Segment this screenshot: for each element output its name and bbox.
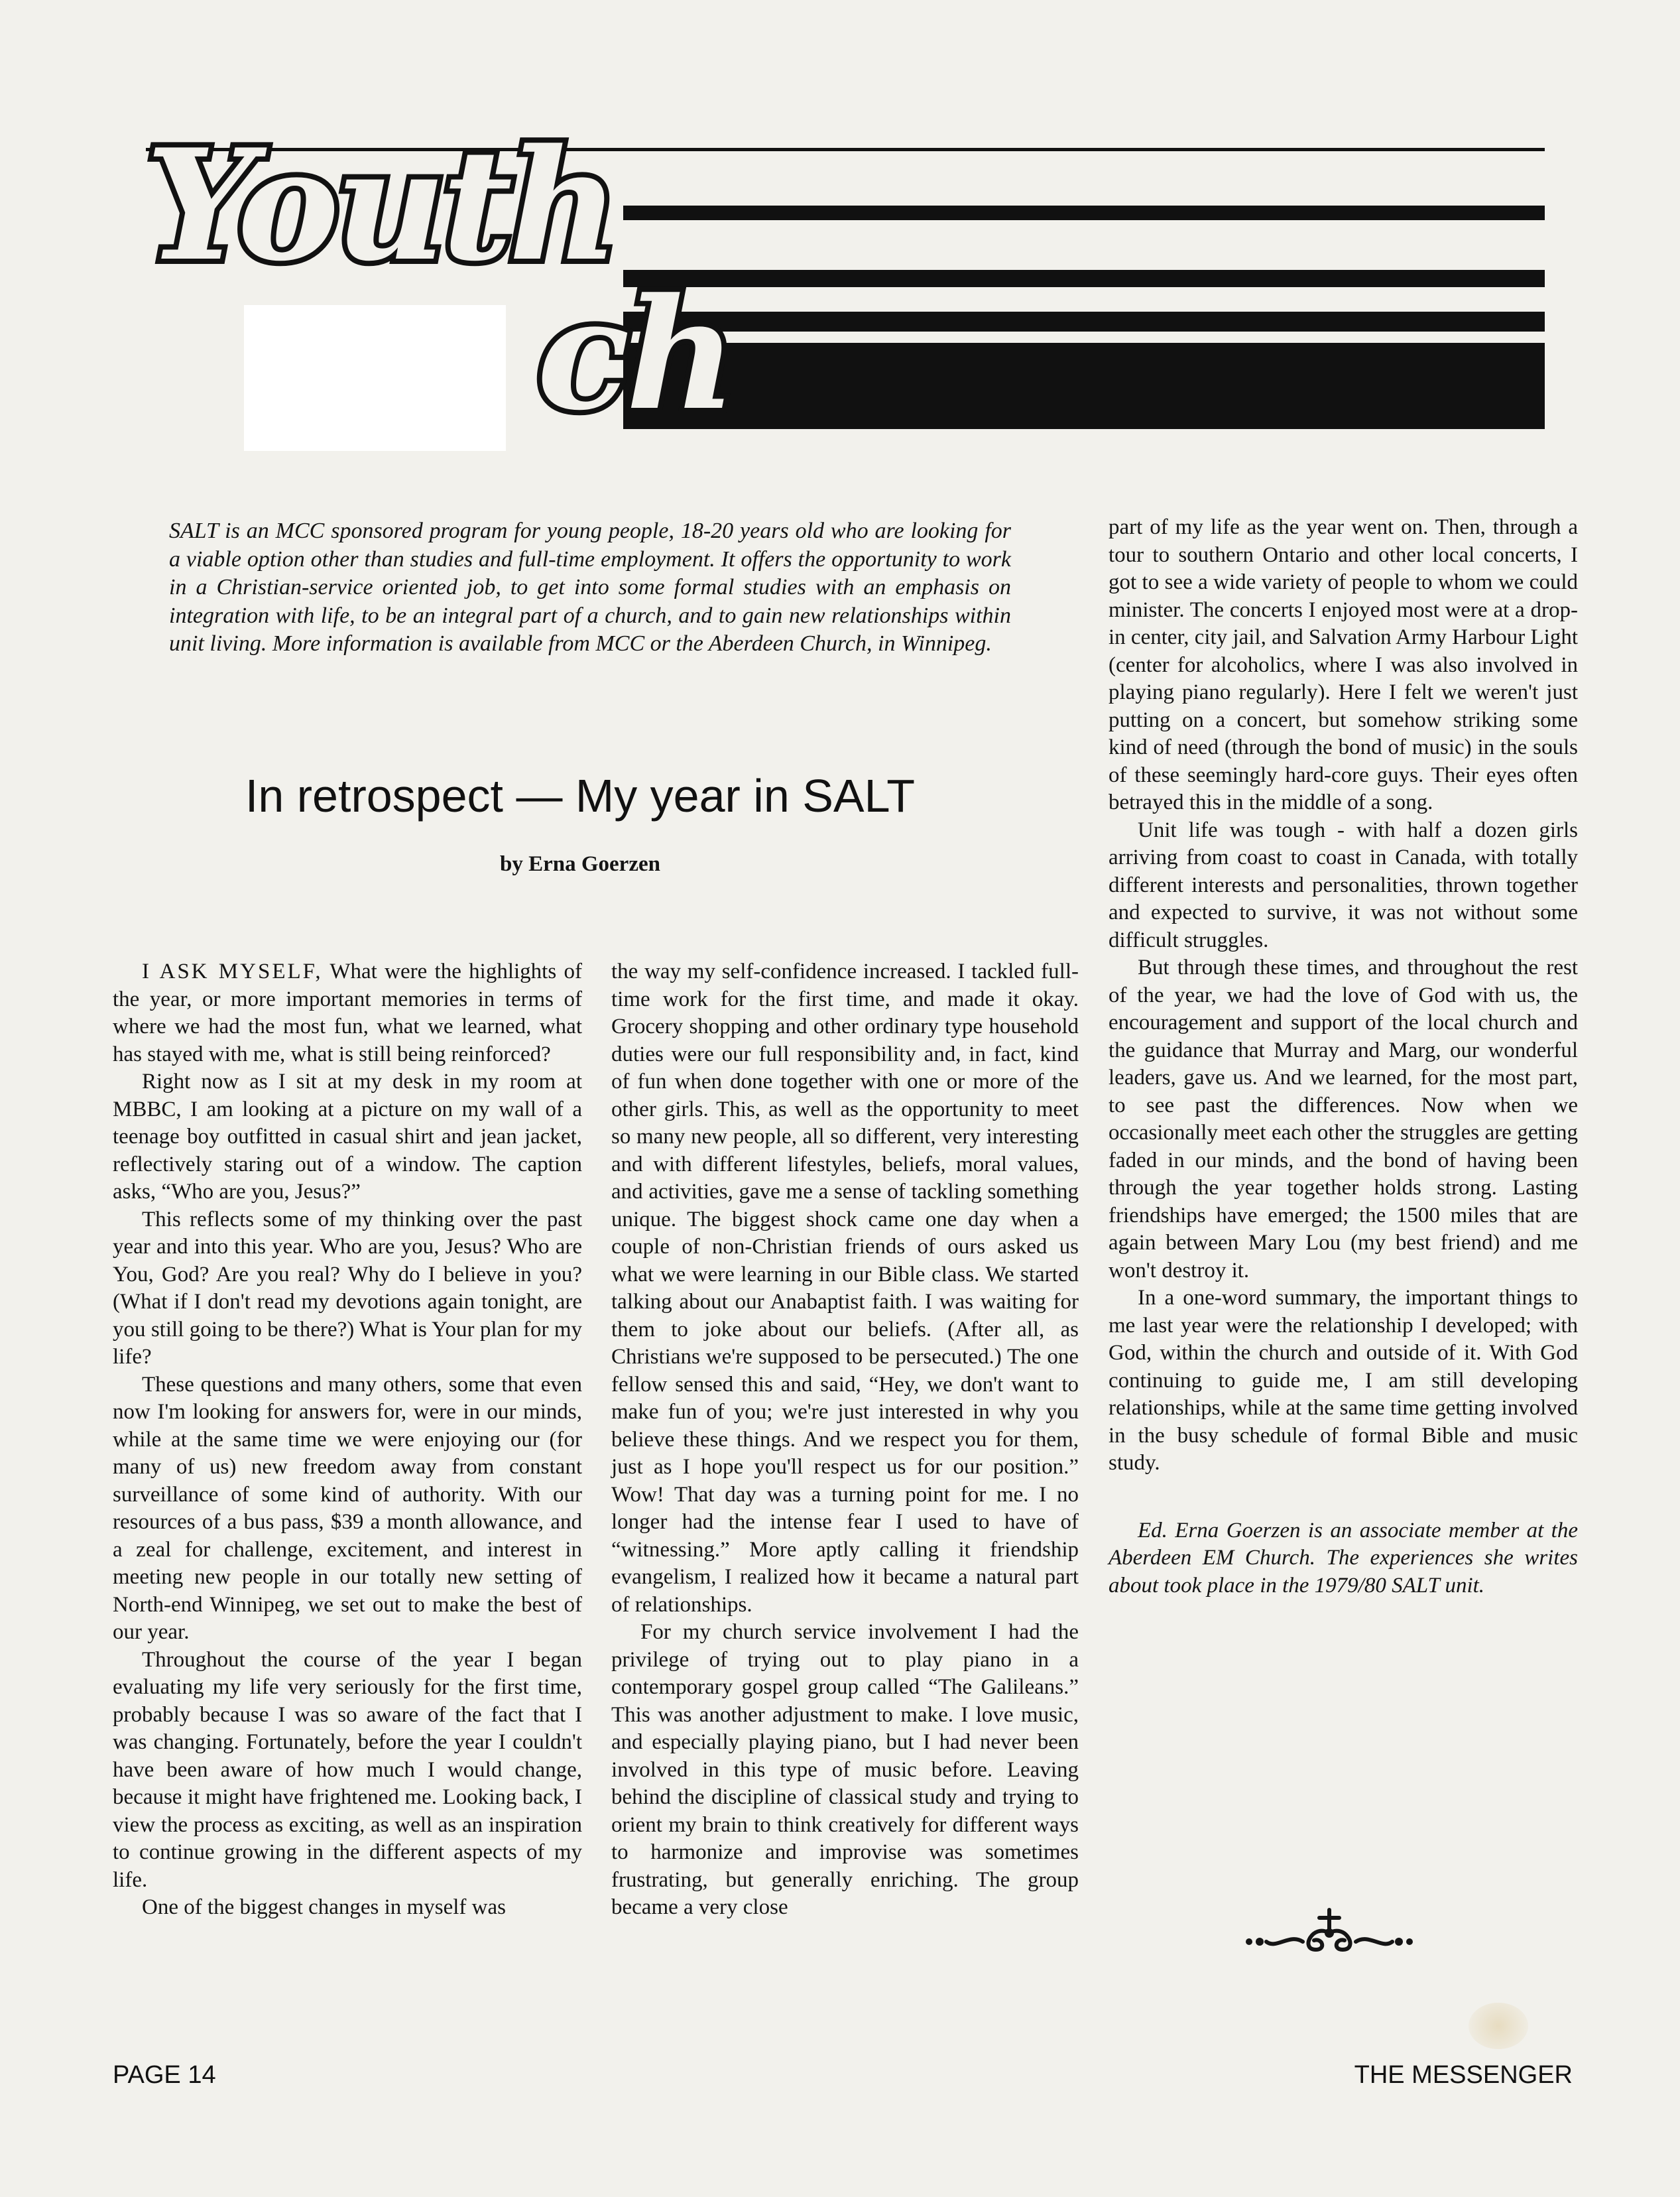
fleuron-ornament-icon	[1240, 1903, 1419, 1963]
paragraph: Unit life was tough - with half a dozen girls arriving from coast to coast in Canada, with totally different interests and personalities, thrown together and expected to survive, it was not without some difficult struggles.	[1109, 818, 1578, 952]
masthead	[146, 116, 1551, 454]
paragraph: One of the biggest changes in myself was	[142, 1895, 506, 1919]
logo-youth: Youth	[146, 116, 616, 295]
paragraph: the way my self-confidence increased. I tackled full-time work for the first time, and made it okay. Grocery shopping and other ordinary type household duties were our full responsibility and, in fact, kind of fun when done together with one or more of the other girls. This, as well as the opportunity to meet so many new people, all so different, very interesting and with different lifestyles, beliefs, moral values, and activities, gave me a sense of tackling something unique. The biggest shock came one day when a couple of non-Christian friends of ours asked us what we were learning in our Bible class. We started talking about our Anabaptist faith. I was waiting for them to joke about our beliefs. (After all, as Christians we're supposed to be persecuted.) The one fellow sensed this and said, “Hey, we don't want to make fun of you; we're just interested in why you believe these things. And we respect you for them, just as I hope you'll respect us for our position.” Wow! That day was a turning point for me. I no longer had the intense fear I used to have of “witnessing.” More aptly calling it friendship evangelism, I realized how it became a natural part of relationships.	[611, 960, 1079, 1617]
paragraph: Right now as I sit at my desk in my room at MBBC, I am looking at a picture on my wall of a teenage boy outfitted in casual shirt and jean jacket, reflectively staring out of a window. The caption asks, “Who are you, Jesus?”	[113, 1070, 582, 1204]
redaction-box	[244, 305, 506, 451]
logo-church: ch	[537, 265, 733, 444]
publication-name: THE MESSENGER	[1354, 2061, 1573, 2089]
program-description: SALT is an MCC sponsored program for young people, 18-20 years old who are looking for a viable option other than studies and full-time employment. It offers the opportunity to work in a Christian-service oriented job, to get into some formal studies with an emphasis on integration with life, to be an integral part of a church, and to gain new relationships within unit living. More information is available from MCC or the Aberdeen Church, in Winnipeg.	[169, 519, 1011, 656]
paragraph: These questions and many others, some that even now I'm looking for answers for, were in our minds, while at the same time we were enjoying our (for many of us) new freedom away from constant surveillance of some kind of authority. With our resources of a bus pass, $39 a month allowance, and a zeal for challenge, excitement, and interest in meeting new people in our totally new setting of North-end Winnipeg, we set out to make the best of our year.	[113, 1372, 582, 1644]
stripe-2	[623, 270, 1545, 287]
column-3	[1109, 514, 1578, 1600]
stripe-1	[623, 206, 1545, 220]
paragraph	[113, 958, 582, 1068]
paragraph: This reflects some of my thinking over the past year and into this year. Who are you, Jesus? Who are You, God? Are you real? Why do I believe in you? (What if I don't read my devotions again tonight, are you still going to be there?) What is Your plan for my life?	[113, 1207, 582, 1369]
stripe-3	[623, 312, 1545, 332]
column-1	[113, 958, 582, 1922]
stripe-4	[623, 343, 1545, 429]
paragraph: For my church service involvement I had the privilege of trying out to play piano in a contemporary gospel group called “The Galileans.” This was another adjustment to make. I love music, and especially playing piano, but I had never been involved in this type of music before. Leaving behind the discipline of classical study and trying to orient my brain to think creatively for different ways to harmonize and improvise was sometimes frustrating, but generally enriching. The group became a very close	[611, 1620, 1079, 1919]
article-title: In retrospect — My year in SALT	[245, 770, 916, 822]
article-byline: by Erna Goerzen	[500, 852, 660, 876]
opening-words: I ASK MYSELF,	[142, 960, 323, 983]
paragraph: Throughout the course of the year I began evaluating my life very seriously for the first time, probably because I was so aware of the fact that I was changing. Fortunately, before the year I couldn't have been aware of how much I would change, because it might have frightened me. Looking back, I view the process as exciting, as well as an inspiration to continue growing in the different aspects of my life.	[113, 1647, 582, 1892]
paper-stain	[1469, 2003, 1528, 2049]
column-2	[611, 958, 1079, 1922]
paragraph: In a one-word summary, the important things to me last year were the relationship I developed; with God, within the church and outside of it. With God continuing to guide me, I am still developing relationships, while at the same time getting involved in the busy schedule of formal Bible and music study.	[1109, 1286, 1578, 1475]
page-number: PAGE 14	[113, 2061, 216, 2089]
paragraph: part of my life as the year went on. Then, through a tour to southern Ontario and other local concerts, I got to see a wide variety of people to whom we could minister. The concerts I enjoyed most were at a drop-in center, city jail, and Salvation Army Harbour Light (center for alcoholics, where I was also involved in playing piano regularly). Here I felt we weren't just putting on a concert, but somehow striking some kind of need (through the bond of music) in the souls of these seemingly hard-core guys. Their eyes often betrayed this in the middle of a song.	[1109, 515, 1579, 814]
editor-note: Ed. Erna Goerzen is an associate member at the Aberdeen EM Church. The experiences she writes about took place in the 1979/80 SALT unit.	[1109, 1518, 1578, 1598]
paragraph-text: What were the highlights of the year, or more important memories in terms of where we had the most fun, what we learned, what has stayed with me, what is still being reinforced?	[113, 960, 582, 1066]
paragraph: But through these times, and throughout the rest of the year, we had the love of God with us, the encouragement and support of the local church and the guidance that Murray and Marg, our wonderful leaders, gave us. And we learned, for the most part, to see past the differences. Now when we occasionally meet each other the struggles are getting faded in our minds, and the bond of having been through the year together holds strong. Lasting friendships have emerged; the 1500 miles that are again between Mary Lou (my best friend) and me won't destroy it.	[1109, 956, 1578, 1283]
